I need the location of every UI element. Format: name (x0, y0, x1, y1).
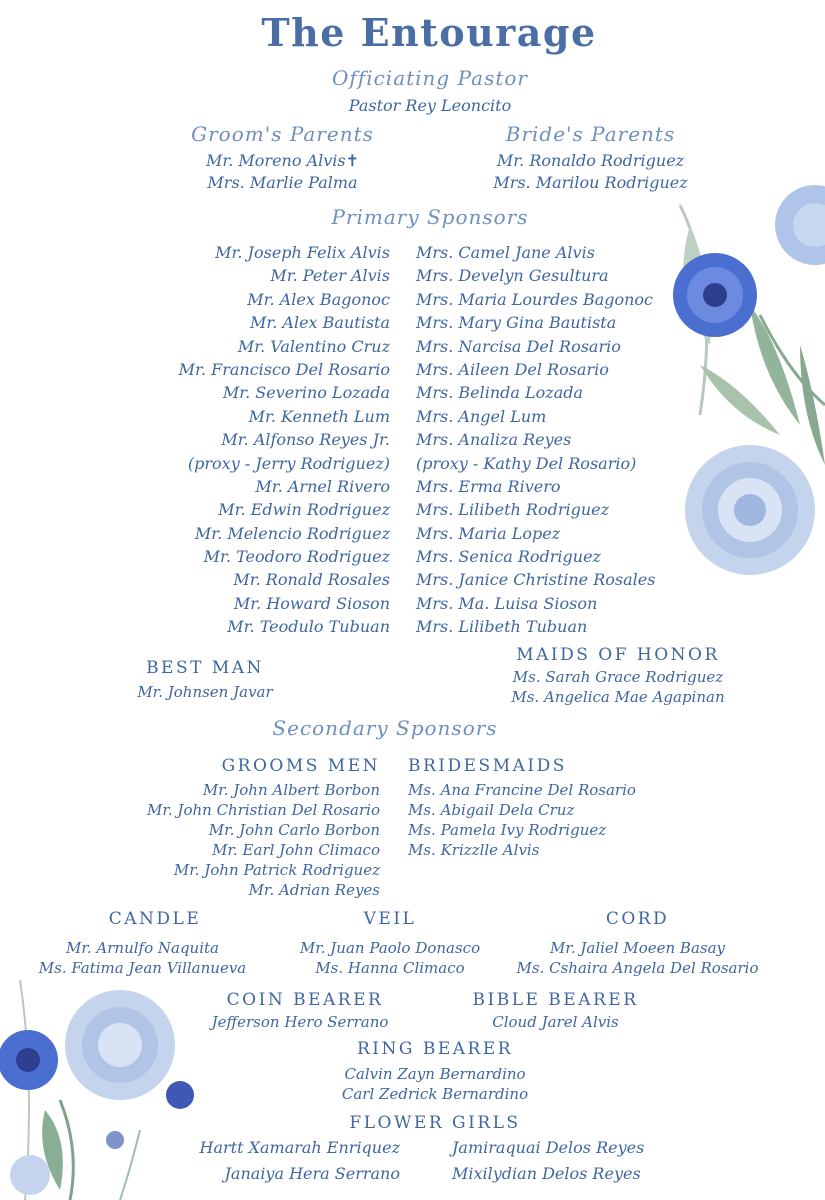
list-item: Mrs. Erma Rivero (416, 476, 561, 496)
bridesmaids-list (408, 780, 688, 860)
veil-list (275, 938, 505, 978)
list-item: Mr. Joseph Felix Alvis (215, 243, 390, 262)
list-item: Carl Zedrick Bernardino (341, 1085, 529, 1103)
best-man-name: Mr. Johnsen Javar (137, 683, 273, 701)
ring-bearer-heading: RING BEARER (356, 1039, 514, 1059)
list-item: Mr. Valentino Cruz (237, 336, 390, 356)
list-item: Mr. Teodulo Tubuan (227, 617, 390, 637)
coin-bearer-name: Jefferson Hero Serrano (211, 1013, 389, 1031)
list-item: Mrs. Angel Lum (416, 406, 547, 426)
list-item: Ms. Hanna Climaco (315, 959, 465, 977)
candle-list (15, 938, 270, 978)
list-item: Mr. John Albert Borbon (202, 781, 380, 799)
list-item: Mr. Edwin Rodriguez (218, 500, 390, 520)
list-item: Mr. John Christian Del Rosario (147, 801, 380, 819)
list-item: Mrs. Janice Christine Rosales (416, 570, 656, 590)
groom-parents-list (170, 150, 395, 194)
list-item: Mrs. Ma. Luisa Sioson (416, 593, 598, 613)
cord-list (505, 938, 770, 978)
bride-mother: Mrs. Marilou Rodriguez (493, 173, 688, 192)
groom-mother: Mrs. Marlie Palma (207, 173, 358, 192)
maids-of-honor-list (478, 667, 758, 707)
list-item: Mr. Arnel Rivero (255, 476, 390, 496)
candle-heading: CANDLE (108, 909, 202, 929)
list-item: Jamiraquai Delos Reyes (452, 1138, 645, 1157)
bud-left (10, 1081, 194, 1195)
officiating-name: Pastor Rey Leoncito (348, 96, 512, 115)
flower-girls-left-list (170, 1137, 400, 1189)
list-item: Hartt Xamarah Enriquez (199, 1138, 400, 1157)
list-item: Mr. Arnulfo Naquita (66, 939, 219, 957)
list-item: Ms. Cshaira Angela Del Rosario (516, 959, 759, 977)
bridesmaids-heading: BRIDESMAIDS (408, 756, 567, 776)
groom-parents-heading: Groom's Parents (191, 122, 374, 146)
list-item: Mrs. Lilibeth Tubuan (416, 617, 588, 637)
page-title: The Entourage (261, 10, 597, 55)
list-item: Mrs. Maria Lopez (416, 523, 561, 543)
list-item: Mr. Teodoro Rodriguez (203, 547, 390, 567)
list-item: (proxy - Jerry Rodriguez) (187, 453, 390, 473)
veil-heading: VEIL (363, 909, 417, 929)
list-item: Ms. Ana Francine Del Rosario (408, 781, 636, 799)
list-item: Mixilydian Delos Reyes (452, 1164, 641, 1183)
list-item: Mr. John Patrick Rodriguez (173, 861, 380, 879)
list-item: Mrs. Develyn Gesultura (416, 266, 609, 286)
cornflower-top-right (775, 185, 825, 265)
list-item: Mrs. Analiza Reyes (416, 430, 572, 450)
cornflower-left (0, 1030, 58, 1090)
groomsmen-heading: GROOMS MEN (221, 756, 380, 776)
list-item: Ms. Sarah Grace Rodriguez (512, 668, 724, 686)
bride-father: Mr. Ronaldo Rodriguez (496, 151, 685, 170)
list-item: Mrs. Belinda Lozada (416, 383, 584, 403)
coin-bearer-heading: COIN BEARER (226, 990, 384, 1010)
list-item: Mr. Howard Sioson (233, 593, 390, 613)
list-item: Mr. Earl John Climaco (212, 841, 380, 859)
bride-parents-list (478, 150, 703, 194)
list-item: Ms. Fatima Jean Villanueva (38, 959, 247, 977)
primary-sponsors-heading: Primary Sponsors (331, 205, 529, 229)
cross-icon: ✝ (345, 151, 360, 170)
list-item: Ms. Angelica Mae Agapinan (511, 688, 725, 706)
list-item: Mr. Severino Lozada (222, 383, 390, 403)
list-item: Mr. Peter Alvis (270, 266, 390, 286)
flower-girls-heading: FLOWER GIRLS (349, 1113, 521, 1133)
flower-girls-right-list (452, 1137, 672, 1189)
list-item: Mrs. Lilibeth Rodriguez (416, 500, 610, 520)
list-item: Ms. Krizzlle Alvis (408, 841, 540, 859)
list-item: Mr. Francisco Del Rosario (178, 359, 390, 379)
list-item: Ms. Abigail Dela Cruz (408, 801, 575, 819)
ring-bearer-list (320, 1064, 550, 1104)
best-man-heading: BEST MAN (146, 658, 264, 678)
officiating-heading: Officiating Pastor (332, 66, 528, 90)
cord-heading: CORD (605, 909, 670, 929)
list-item: Mr. Juan Paolo Donasco (299, 939, 481, 957)
list-item: Mr. Kenneth Lum (248, 406, 390, 426)
bible-bearer-heading: BIBLE BEARER (472, 990, 639, 1010)
list-item: Calvin Zayn Bernardino (344, 1065, 526, 1083)
list-item: Mr. John Carlo Borbon (208, 821, 380, 839)
secondary-sponsors-heading: Secondary Sponsors (272, 716, 498, 740)
list-item: Mr. Alfonso Reyes Jr. (221, 430, 390, 450)
maids-of-honor-heading: MAIDS OF HONOR (516, 645, 720, 665)
list-item: Mr. Alex Bautista (249, 313, 390, 333)
list-item: (proxy - Kathy Del Rosario) (416, 453, 637, 473)
list-item: Mr. Ronald Rosales (233, 570, 390, 590)
bride-parents-heading: Bride's Parents (505, 122, 676, 146)
list-item: Ms. Pamela Ivy Rodriguez (408, 821, 607, 839)
list-item: Mrs. Aileen Del Rosario (416, 359, 609, 379)
list-item: Mrs. Senica Rodriguez (416, 547, 601, 567)
list-item: Janaiya Hera Serrano (224, 1164, 400, 1183)
list-item: Mrs. Mary Gina Bautista (416, 313, 617, 333)
groomsmen-list (60, 780, 380, 900)
list-item: Mr. Adrian Reyes (248, 881, 380, 899)
groom-father: Mr. Moreno Alvis✝ (205, 151, 360, 170)
list-item: Mrs. Camel Jane Alvis (416, 243, 595, 262)
list-item: Mrs. Maria Lourdes Bagonoc (416, 289, 654, 309)
primary-men-list (0, 242, 390, 640)
bible-bearer-name: Cloud Jarel Alvis (492, 1013, 619, 1031)
primary-women-list (416, 242, 716, 640)
list-item: Mr. Melencio Rodriguez (194, 523, 390, 543)
pale-rose-left (65, 990, 175, 1100)
list-item: Mrs. Narcisa Del Rosario (416, 336, 621, 356)
list-item: Mr. Jaliel Moeen Basay (549, 939, 726, 957)
list-item: Mr. Alex Bagonoc (247, 289, 390, 309)
